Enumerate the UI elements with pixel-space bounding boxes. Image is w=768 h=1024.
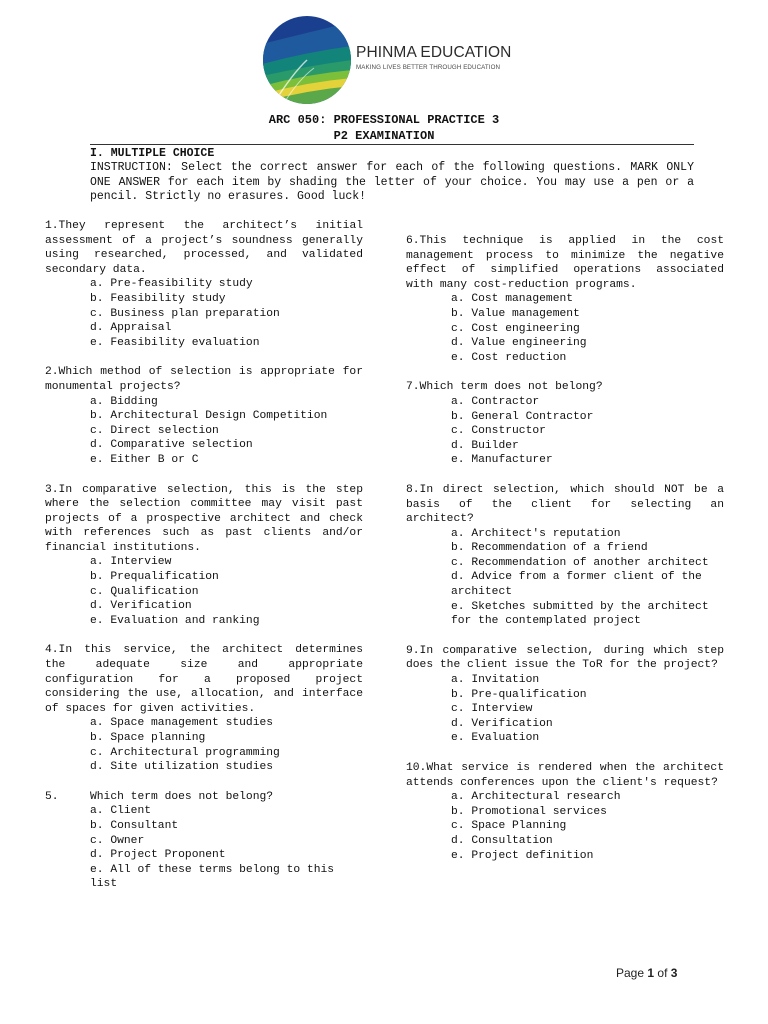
question-stem: 1.They represent the architect’s initial assessment of a project’s soundness generally using researched, processed, and validated secondary data. xyxy=(45,220,363,276)
option-c[interactable]: c. Interview xyxy=(451,703,533,716)
section-heading: I. MULTIPLE CHOICE xyxy=(90,147,215,160)
option-b[interactable]: b. General Contractor xyxy=(451,410,594,423)
option-b[interactable]: b. Promotional services xyxy=(451,805,607,818)
option-e[interactable]: e. Evaluation and ranking xyxy=(90,614,260,627)
page-number xyxy=(616,966,677,980)
option-a[interactable]: a. Architect's reputation xyxy=(451,527,621,540)
course-title: ARC 050: PROFESSIONAL PRACTICE 3 xyxy=(268,113,500,127)
option-a[interactable]: a. Invitation xyxy=(451,674,540,687)
option-d[interactable]: d. Consultation xyxy=(451,834,553,847)
option-d[interactable]: d. Project Proponent xyxy=(90,849,226,862)
instructions-section xyxy=(90,144,694,205)
questions-left-column xyxy=(45,219,363,907)
option-b[interactable]: b. Recommendation of a friend xyxy=(451,542,648,555)
option-c[interactable]: c. Qualification xyxy=(90,585,199,598)
option-b[interactable]: b. Prequalification xyxy=(90,571,219,584)
option-a[interactable]: a. Interview xyxy=(90,556,172,569)
option-c[interactable]: c. Business plan preparation xyxy=(90,307,280,320)
question-1 xyxy=(45,219,363,350)
brand-name: PHINMA EDUCATION xyxy=(356,44,512,61)
option-d[interactable]: d. Advice from a former client of the architect xyxy=(451,571,702,599)
option-e[interactable]: e. Sketches submitted by the architect for the contemplated project xyxy=(451,600,709,628)
option-c[interactable]: c. Constructor xyxy=(451,425,546,438)
option-e[interactable]: e. Either B or C xyxy=(90,453,199,466)
section-divider xyxy=(90,144,694,145)
option-b[interactable]: b. Architectural Design Competition xyxy=(90,410,328,423)
option-d[interactable]: d. Value engineering xyxy=(451,337,587,350)
option-b[interactable]: b. Pre-qualification xyxy=(451,688,587,701)
option-c[interactable]: c. Space Planning xyxy=(451,820,567,833)
question-7 xyxy=(406,380,724,468)
option-c[interactable]: c. Owner xyxy=(90,834,145,847)
question-stem: 10.What service is rendered when the architect attends conferences upon the client's request? xyxy=(406,762,724,789)
option-a[interactable]: a. Cost management xyxy=(451,293,574,306)
option-e[interactable]: e. Project definition xyxy=(451,849,594,862)
question-3 xyxy=(45,483,363,629)
option-d[interactable]: d. Comparative selection xyxy=(90,439,253,452)
questions-right-column xyxy=(406,234,724,878)
option-e[interactable]: e. Feasibility evaluation xyxy=(90,336,260,349)
question-8 xyxy=(406,483,724,629)
option-e[interactable]: e. Manufacturer xyxy=(451,454,553,467)
brand-tagline: MAKING LIVES BETTER THROUGH EDUCATION xyxy=(356,64,501,71)
option-a[interactable]: a. Contractor xyxy=(451,395,540,408)
question-stem: 3.In comparative selection, this is the step where the selection committee may visit past projects of a prospective architect and check with references such as past clients and/or financial institutions. xyxy=(45,483,363,554)
question-number: 5. xyxy=(45,790,59,803)
instruction-text: INSTRUCTION: Select the correct answer for each of the following questions. MARK ONLY ONE ANSWER for each item by shading the letter of your choice. You may use a pen or a pencil. Strictly no erasures. Good luck! xyxy=(90,161,694,204)
question-stem: 6.This technique is applied in the cost management process to minimize the negative effect of simplified operations associated with many cost-reduction programs. xyxy=(406,235,724,291)
question-2 xyxy=(45,365,363,467)
option-d[interactable]: d. Builder xyxy=(451,439,519,452)
question-stem: 4.In this service, the architect determines the adequate size and appropriate configuration for a proposed project considering the use, allocation, and interface of spaces for given activities. xyxy=(45,644,363,715)
question-text: Which term does not belong? xyxy=(90,790,274,803)
option-d[interactable]: d. Verification xyxy=(90,600,192,613)
option-a[interactable]: a. Pre-feasibility study xyxy=(90,278,253,291)
question-stem: 8.In direct selection, which should NOT be a basis of the client for selecting an architect? xyxy=(406,483,724,526)
option-d[interactable]: d. Verification xyxy=(451,717,553,730)
option-d[interactable]: d. Appraisal xyxy=(90,322,172,335)
option-a[interactable]: a. Bidding xyxy=(90,395,158,408)
option-c[interactable]: c. Architectural programming xyxy=(90,746,280,759)
page-total: 3 xyxy=(670,966,678,980)
brand-block xyxy=(356,44,511,71)
option-b[interactable]: b. Value management xyxy=(451,307,580,320)
page-label: Page xyxy=(616,966,645,980)
option-b[interactable]: b. Space planning xyxy=(90,732,206,744)
option-e[interactable]: e. Evaluation xyxy=(451,732,540,745)
page-current: 1 xyxy=(647,966,655,980)
exam-title: P2 EXAMINATION xyxy=(333,129,435,143)
question-4 xyxy=(45,643,363,774)
option-d[interactable]: d. Site utilization studies xyxy=(90,761,274,774)
page-of: of xyxy=(657,966,668,980)
question-stem: 2.Which method of selection is appropriate for monumental projects? xyxy=(45,366,363,393)
option-b[interactable]: b. Feasibility study xyxy=(90,292,226,305)
question-5 xyxy=(45,790,363,892)
question-10 xyxy=(406,761,724,863)
option-c[interactable]: c. Cost engineering xyxy=(451,322,580,335)
question-stem: 7.Which term does not belong? xyxy=(406,381,603,394)
question-stem xyxy=(45,790,363,805)
question-6 xyxy=(406,234,724,365)
question-9 xyxy=(406,644,724,746)
option-a[interactable]: a. Space management studies xyxy=(90,717,274,730)
option-a[interactable]: a. Architectural research xyxy=(451,791,621,804)
option-c[interactable]: c. Recommendation of another architect xyxy=(451,556,709,569)
option-e[interactable]: e. All of these terms belong to this list xyxy=(90,863,335,891)
option-e[interactable]: e. Cost reduction xyxy=(451,351,567,364)
option-b[interactable]: b. Consultant xyxy=(90,819,179,832)
option-a[interactable]: a. Client xyxy=(90,805,152,818)
question-stem: 9.In comparative selection, during which step does the client issue the ToR for the project? xyxy=(406,644,724,672)
phinma-logo-icon xyxy=(262,14,352,106)
option-c[interactable]: c. Direct selection xyxy=(90,424,219,437)
